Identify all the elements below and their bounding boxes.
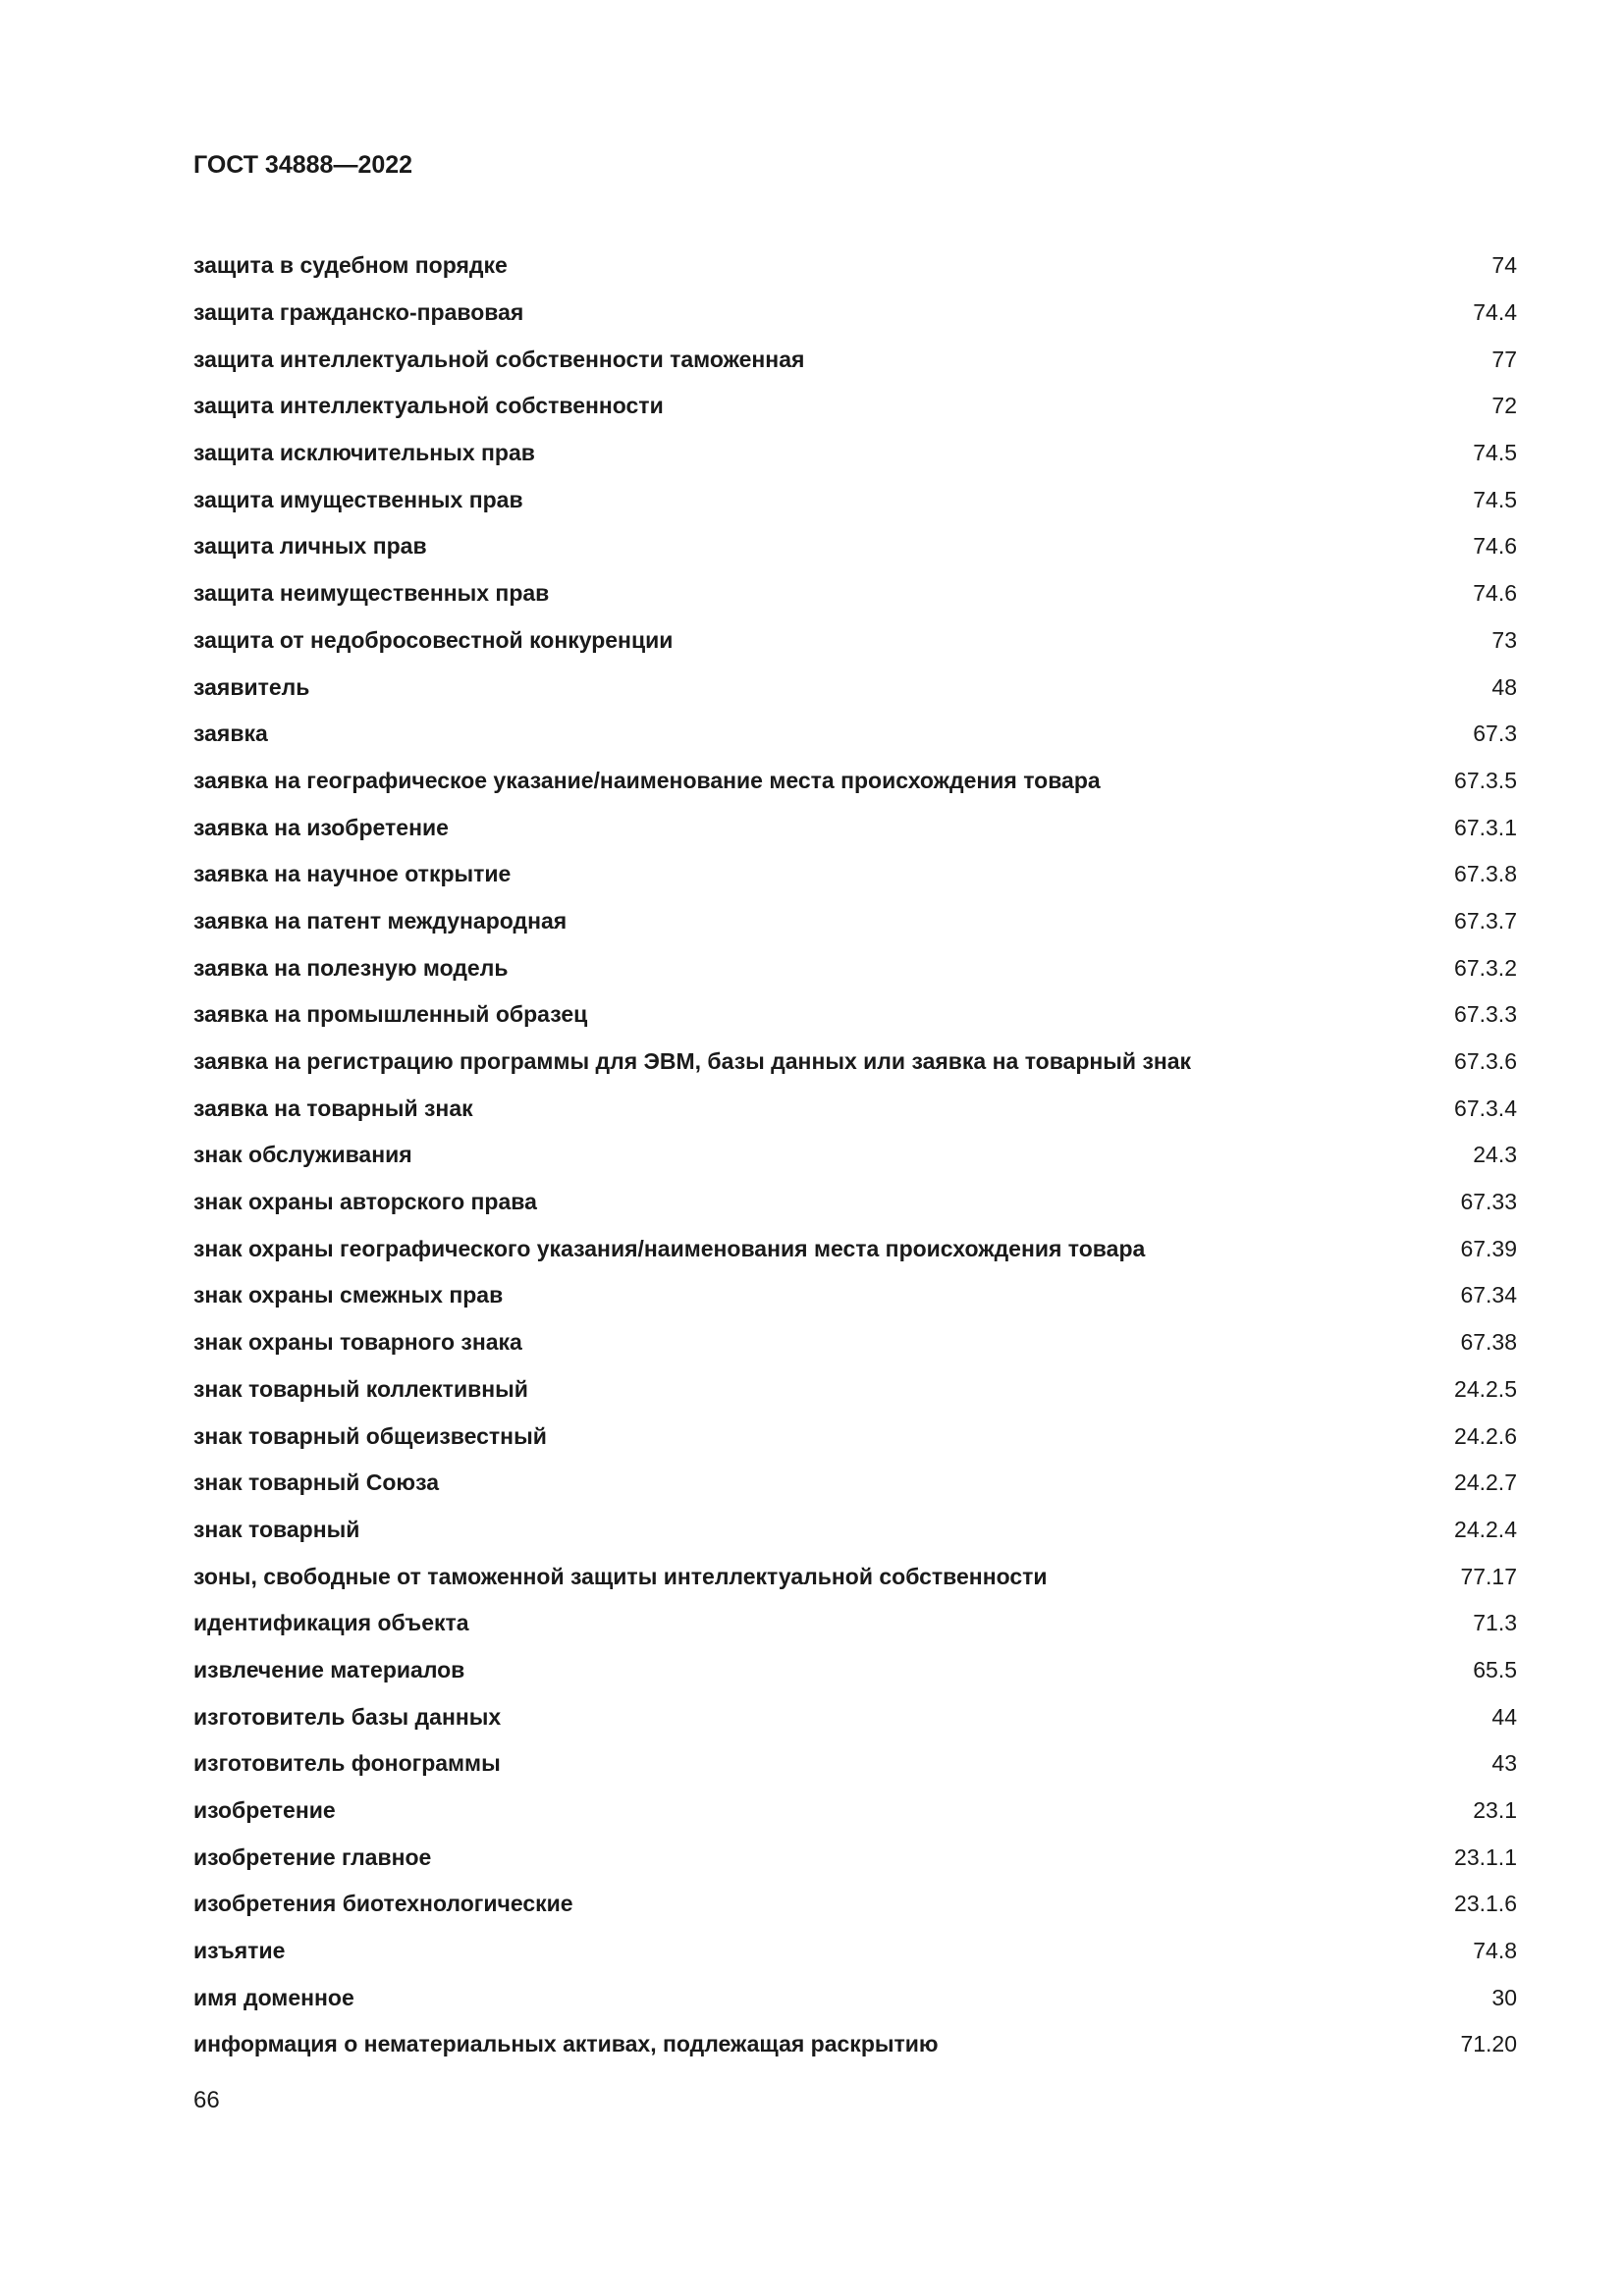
index-reference: 24.3	[1473, 1142, 1517, 1168]
index-reference: 24.2.4	[1454, 1516, 1517, 1542]
index-term: заявка на изобретение	[193, 814, 449, 840]
index-term: изъятие	[193, 1938, 286, 1964]
index-term: знак охраны товарного знака	[193, 1329, 522, 1356]
index-entry	[193, 1974, 1517, 2021]
index-reference: 74.6	[1473, 580, 1517, 607]
index-term: защита в судебном порядке	[193, 252, 508, 279]
index-term: заявитель	[193, 673, 310, 700]
index-term: имя доменное	[193, 1984, 354, 2010]
index-term: защита интеллектуальной собственности	[193, 393, 664, 419]
index-reference: 30	[1491, 1984, 1517, 2010]
index-term: заявка на полезную модель	[193, 954, 509, 981]
index-term: изготовитель фонограммы	[193, 1750, 501, 1777]
index-entry	[193, 1693, 1517, 1740]
index-reference: 74.4	[1473, 299, 1517, 326]
index-term: изготовитель базы данных	[193, 1703, 502, 1730]
index-term: заявка	[193, 721, 268, 747]
index-reference: 65.5	[1473, 1656, 1517, 1682]
index-term: знак товарный общеизвестный	[193, 1422, 547, 1449]
index-term: знак охраны географического указания/наименования места происхождения товара	[193, 1235, 1146, 1261]
index-entry	[193, 523, 1517, 570]
index-reference: 67.3.8	[1454, 861, 1517, 887]
index-term: защита неимущественных прав	[193, 580, 550, 607]
index-entry	[193, 1788, 1517, 1835]
index-term: знак товарный	[193, 1516, 360, 1542]
index-entry	[193, 617, 1517, 665]
index-term: защита личных прав	[193, 533, 427, 560]
index-entry	[193, 851, 1517, 898]
index-term: заявка на патент международная	[193, 907, 568, 934]
index-reference: 74.5	[1473, 486, 1517, 512]
index-reference: 71.3	[1473, 1610, 1517, 1636]
index-entry	[193, 1600, 1517, 1647]
index-term: изобретение главное	[193, 1843, 432, 1870]
index-term: знак охраны смежных прав	[193, 1282, 504, 1308]
index-reference: 71.20	[1460, 2031, 1517, 2057]
index-reference: 67.3.5	[1454, 767, 1517, 793]
index-term: информация о нематериальных активах, подлежащая раскрытию	[193, 2031, 939, 2057]
index-reference: 67.3.3	[1454, 1001, 1517, 1028]
index-entry	[193, 1039, 1517, 1086]
index-reference: 24.2.7	[1454, 1469, 1517, 1496]
index-reference: 74.5	[1473, 440, 1517, 466]
index-term: заявка на регистрацию программы для ЭВМ, базы данных или заявка на товарный знак	[193, 1048, 1192, 1075]
index-term: защита имущественных прав	[193, 486, 523, 512]
index-entry	[193, 1740, 1517, 1788]
index-entry	[193, 1413, 1517, 1460]
index-entry	[193, 1881, 1517, 1928]
index-entry	[193, 430, 1517, 477]
index-term: изобретения биотехнологические	[193, 1891, 573, 1917]
index-reference: 73	[1491, 626, 1517, 653]
index-entry	[193, 1132, 1517, 1179]
index-list	[193, 242, 1517, 2068]
index-entry	[193, 1507, 1517, 1554]
index-entry	[193, 711, 1517, 758]
index-entry	[193, 1179, 1517, 1226]
index-term: знак охраны авторского права	[193, 1189, 537, 1215]
index-entry	[193, 1928, 1517, 1975]
index-reference: 23.1	[1473, 1797, 1517, 1824]
index-reference: 67.3.6	[1454, 1048, 1517, 1075]
index-entry	[193, 1366, 1517, 1414]
index-term: защита от недобросовестной конкуренции	[193, 626, 674, 653]
index-entry	[193, 290, 1517, 337]
index-entry	[193, 383, 1517, 430]
index-reference: 67.38	[1460, 1329, 1517, 1356]
index-reference: 43	[1491, 1750, 1517, 1777]
index-entry	[193, 570, 1517, 617]
index-term: заявка на географическое указание/наименование места происхождения товара	[193, 767, 1101, 793]
index-term: защита интеллектуальной собственности таможенная	[193, 346, 805, 372]
index-entry	[193, 1834, 1517, 1881]
index-reference: 48	[1491, 673, 1517, 700]
index-entry	[193, 804, 1517, 851]
index-entry	[193, 898, 1517, 945]
index-entry	[193, 991, 1517, 1039]
index-entry	[193, 1553, 1517, 1600]
index-term: знак товарный коллективный	[193, 1375, 528, 1402]
index-term: идентификация объекта	[193, 1610, 469, 1636]
index-term: защита гражданско-правовая	[193, 299, 524, 326]
page-number: 66	[193, 2087, 220, 2113]
index-entry	[193, 476, 1517, 523]
index-term: зоны, свободные от таможенной защиты интеллектуальной собственности	[193, 1563, 1048, 1589]
index-term: знак обслуживания	[193, 1142, 412, 1168]
index-reference: 67.3	[1473, 721, 1517, 747]
index-entry	[193, 758, 1517, 805]
index-entry	[193, 1272, 1517, 1319]
index-reference: 74	[1491, 252, 1517, 279]
index-term: изобретение	[193, 1797, 336, 1824]
index-reference: 77	[1491, 346, 1517, 372]
index-reference: 23.1.1	[1454, 1843, 1517, 1870]
index-entry	[193, 1085, 1517, 1132]
index-entry	[193, 1319, 1517, 1366]
index-entry	[193, 1460, 1517, 1507]
index-reference: 72	[1491, 393, 1517, 419]
index-entry	[193, 242, 1517, 290]
document-header: ГОСТ 34888—2022	[193, 151, 413, 179]
index-reference: 67.3.2	[1454, 954, 1517, 981]
index-reference: 67.3.4	[1454, 1095, 1517, 1121]
index-reference: 23.1.6	[1454, 1891, 1517, 1917]
index-reference: 67.39	[1460, 1235, 1517, 1261]
index-reference: 67.3.7	[1454, 907, 1517, 934]
index-entry	[193, 1225, 1517, 1272]
index-term: знак товарный Союза	[193, 1469, 439, 1496]
index-term: извлечение материалов	[193, 1656, 465, 1682]
index-term: заявка на научное открытие	[193, 861, 512, 887]
index-entry	[193, 944, 1517, 991]
index-reference: 74.8	[1473, 1938, 1517, 1964]
index-entry	[193, 336, 1517, 383]
index-reference: 24.2.6	[1454, 1422, 1517, 1449]
index-reference: 67.3.1	[1454, 814, 1517, 840]
index-reference: 67.33	[1460, 1189, 1517, 1215]
index-entry	[193, 2021, 1517, 2068]
index-entry	[193, 1647, 1517, 1694]
index-term: заявка на товарный знак	[193, 1095, 473, 1121]
index-term: защита исключительных прав	[193, 440, 535, 466]
index-reference: 24.2.5	[1454, 1375, 1517, 1402]
index-reference: 44	[1491, 1703, 1517, 1730]
index-term: заявка на промышленный образец	[193, 1001, 588, 1028]
index-reference: 67.34	[1460, 1282, 1517, 1308]
index-reference: 77.17	[1460, 1563, 1517, 1589]
index-entry	[193, 664, 1517, 711]
index-reference: 74.6	[1473, 533, 1517, 560]
